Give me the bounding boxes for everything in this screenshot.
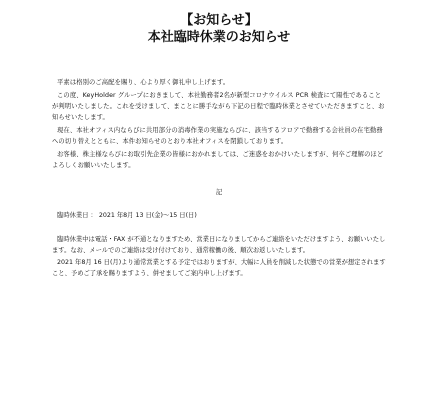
paragraph-apology: お客様、株主様ならびにお取引先企業の皆様におかれましては、ご迷惑をおかけいたしますが、何卒ご理解のほどよろしくお願いいたします。 [52,151,384,169]
holiday-dates: 臨時休業日 ： 2021 年8月 13 日(金)～15 日(日) [57,212,197,219]
ki-heading: 記 [215,189,223,196]
paragraph-greeting: 平素は格別のご高配を賜り、心より厚く御礼申し上げます。 [57,79,230,86]
notice-label: 【お知らせ】 [180,13,258,28]
paragraph-measures: 現在、本社オフィス内ならびに共用部分の消毒作業の実施ならびに、該当するフロアで勤務する会社員の在宅勤務への切り替えとともに、本件お知らせのとおり本社オフィスを閉鎖しております。 [52,127,383,145]
note-resume: 2021 年8月 16 日(月)より通常営業とする予定ではおりますが、大幅に人員を削減した状態での営業が想定されますこと、予めご了承を賜りますよう、併せましてご案内申し上げます。 [52,259,386,277]
paragraph-announcement: この度、KeyHolder グループにおきまして、本社勤務者2名が新型コロナウイルス PCR 検査にて陽性であることが判明いたしました。これを受けまして、まことに勝手ながら下記の日程で臨時休業とさせていただきますこと、お知らせいたします。 [52,92,385,121]
note-contact: 臨時休業中は電話・FAX が不通となりますため、営業日になりましてからご連絡をいただけますよう、お願いいたします。なお、メールでのご連絡は受け付けており、通常稼働の後、順次お返しいたします。 [52,236,386,254]
page-title: 本社臨時休業のお知らせ [147,30,291,45]
spacer [52,173,386,187]
